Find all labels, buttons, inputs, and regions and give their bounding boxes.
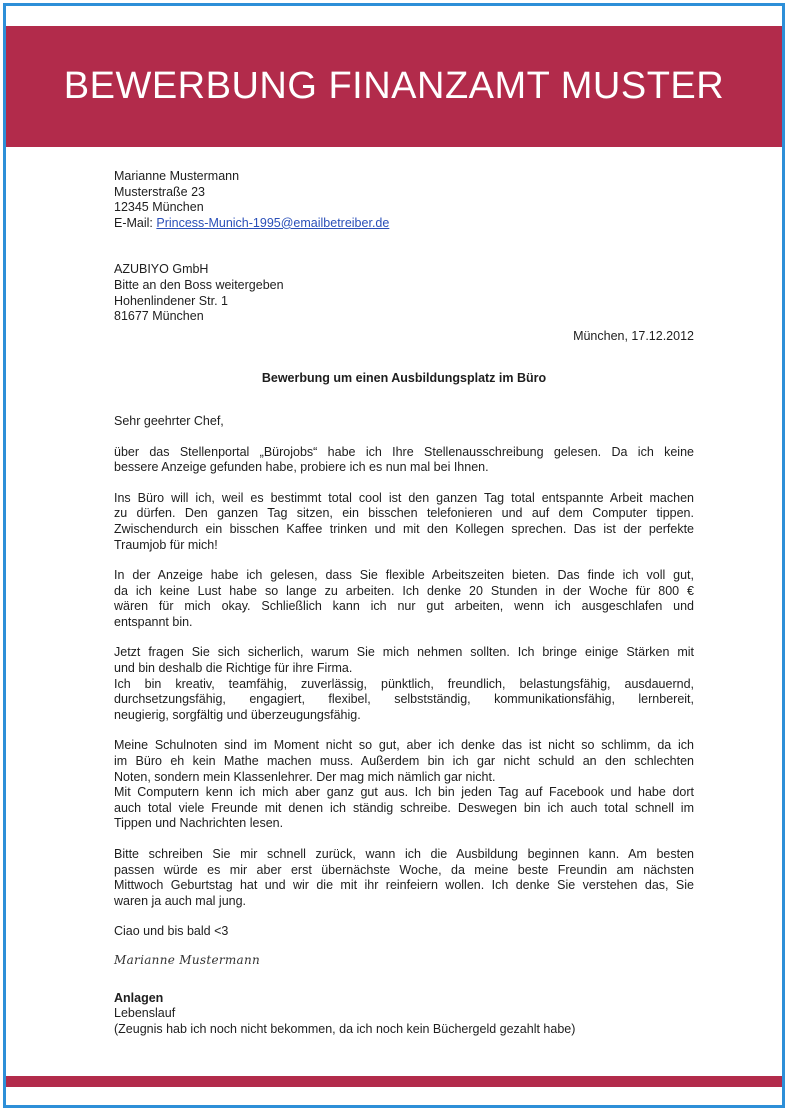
- paragraph-line: Traumjob für mich!: [114, 537, 218, 552]
- paragraph-line: In der Anzeige habe ich gelesen, dass Sie flexible Arbeitszeiten bieten. Das finde ich voll gut,: [114, 568, 694, 583]
- attachment-item: Lebenslauf: [114, 1006, 176, 1021]
- attachment-item: (Zeugnis hab ich noch nicht bekommen, da ich noch kein Büchergeld gezahlt habe): [114, 1021, 576, 1036]
- letter-salutation: Sehr geehrter Chef,: [114, 413, 224, 428]
- recipient-city: 81677 München: [114, 309, 204, 324]
- paragraph-line: Noten, sondern mein Klassenlehrer. Der mag mich nämlich gar nicht.: [114, 769, 496, 784]
- paragraph-line: Mittwoch Geburtstag hat und wir die mit ihr reinfeiern wollen. Ich denke Sie verstehen das, Sie: [114, 878, 694, 893]
- paragraph-3: [114, 568, 694, 630]
- attachments-list: [114, 1006, 694, 1037]
- paragraph-line: entspannt bin.: [114, 614, 193, 629]
- recipient-street: Hohenlindener Str. 1: [114, 293, 228, 308]
- paragraph-line: da ich keine Lust habe so lange zu arbeiten. Ich denke 20 Stunden in der Woche für 800 €: [114, 583, 694, 598]
- paragraph-1: [114, 445, 694, 476]
- page-title: BEWERBUNG FINANZAMT MUSTER: [63, 65, 725, 107]
- sender-city: 12345 München: [114, 200, 204, 215]
- paragraph-line: Zwischendurch ein bisschen Kaffee trinken und mit den Kollegen sprechen. Das ist der perfekte: [114, 521, 694, 536]
- paragraph-line: neugierig, sorgfältig und überzeugungsfähig.: [114, 707, 361, 722]
- paragraph-line: wären für mich okay. Schließlich kann ich nur gut arbeiten, wenn ich ausgeschlafen und: [114, 599, 694, 614]
- bottom-accent-bar: [6, 1076, 782, 1087]
- paragraph-line: im Büro eh kein Mathe machen muss. Außerdem bin ich gar nicht schuld an den schlechten: [114, 754, 694, 769]
- paragraph-line: Ich bin kreativ, teamfähig, zuverlässig, pünktlich, freundlich, belastungsfähig, ausdauernd,: [114, 676, 694, 691]
- paragraph-line: Jetzt fragen Sie sich sicherlich, warum Sie mich nehmen sollten. Ich bringe einige Stärken mit: [114, 645, 694, 660]
- letter-date: München, 17.12.2012: [573, 328, 694, 343]
- paragraph-line: Bitte schreiben Sie mir schnell zurück, wann ich die Ausbildung beginnen kann. Am besten: [114, 847, 694, 861]
- paragraph-line: und bin deshalb die Richtige für ihre Firma.: [114, 661, 353, 676]
- recipient-note: Bitte an den Boss weitergeben: [114, 277, 284, 292]
- paragraph-line: waren ja auch mal jung.: [114, 893, 247, 908]
- letter-closing: Ciao und bis bald <3: [114, 924, 229, 939]
- paragraph-line: durchsetzungsfähig, engagiert, flexibel, selbstständig, kommunikationsfähig, lernbereit,: [114, 692, 694, 707]
- title-banner: [6, 26, 782, 147]
- sender-email-line: [114, 216, 694, 232]
- paragraph-line: bessere Anzeige gefunden habe, probiere ich es nun mal bei Ihnen.: [114, 460, 489, 475]
- paragraph-line: über das Stellenportal „Bürojobs“ habe ich Ihre Stellenausschreibung gelesen. Da ich keine: [114, 444, 694, 459]
- paragraph-6: [114, 847, 694, 909]
- recipient-company: AZUBIYO GmbH: [114, 262, 209, 277]
- paragraph-line: Meine Schulnoten sind im Moment nicht so gut, aber ich denke das ist nicht so schlimm, da ich: [114, 738, 694, 753]
- sender-address: [114, 169, 694, 231]
- sender-email-link[interactable]: Princess-Munich-1995@emailbetreiber.de: [156, 215, 390, 230]
- sender-street: Musterstraße 23: [114, 184, 206, 199]
- letter-body: [114, 169, 694, 1037]
- sender-email-label: E-Mail:: [114, 215, 157, 230]
- paragraph-line: Ins Büro will ich, weil es bestimmt total cool ist den ganzen Tag total entspannte Arbeit machen: [114, 490, 694, 505]
- paragraph-line: Mit Computern kenn ich mich aber ganz gut aus. Ich bin jeden Tag auf Facebook und habe dort: [114, 785, 694, 800]
- paragraph-line: Tippen und Nachrichten lesen.: [114, 816, 284, 831]
- recipient-address: [114, 262, 694, 324]
- page-frame: [3, 3, 785, 1108]
- paragraph-line: auch total viele Freunde mit denen ich ständig schreibe. Deswegen bin ich auch total schnell im: [114, 800, 694, 815]
- paragraph-line: zu dürfen. Den ganzen Tag sitzen, ein bisschen telefonieren und auf dem Computer tippen.: [114, 506, 694, 521]
- paragraph-line: passen würde es mir aber erst übernächste Woche, da meine beste Freundin am nächsten: [114, 862, 694, 877]
- attachments-heading: Anlagen: [114, 990, 164, 1005]
- letter-subject: Bewerbung um einen Ausbildungsplatz im Büro: [261, 371, 547, 386]
- paragraph-4: [114, 645, 694, 723]
- sender-name: Marianne Mustermann: [114, 169, 240, 183]
- handwritten-signature: Marianne Mustermann: [114, 952, 261, 967]
- paragraph-2: [114, 491, 694, 553]
- paragraph-5: [114, 738, 694, 832]
